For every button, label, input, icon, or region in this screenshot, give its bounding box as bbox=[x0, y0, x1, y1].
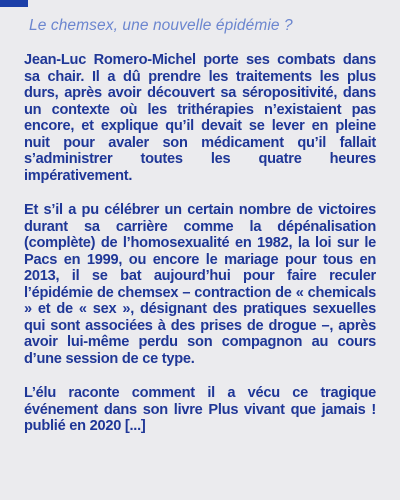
article-paragraph: Et s’il a pu célébrer un certain nombre de victoires durant sa carrière comme la dépénalisation (complète) de l’homosexualité en 1982, la loi sur le Pacs en 1999, ou encore le mariage pour tous en 2013, il se bat aujourd’hui pour faire reculer l’épidémie de chemsex – contraction de « chemicals » et de « sex », désignant des pratiques sexuelles qui sont associées à des prises de drogue –, après avoir lui-même perdu son compagnon au cours d’une session de ce type. bbox=[24, 202, 376, 367]
article-body bbox=[24, 52, 376, 453]
article-paragraph: L’élu raconte comment il a vécu ce tragique événement dans son livre Plus vivant que jamais ! publié en 2020 [...] bbox=[24, 385, 376, 434]
article-paragraph: Jean-Luc Romero-Michel porte ses combats dans sa chair. Il a dû prendre les traitements les plus durs, après avoir découvert sa séropositivité, dans un contexte où les trithérapies n’existaient pas encore, et explique qu’il devait se lever en pleine nuit pour avaler son médicament qu’il fallait s’administrer toutes les quatre heures impérativement. bbox=[24, 52, 376, 184]
article-subtitle: Le chemsex, une nouvelle épidémie ? bbox=[29, 17, 293, 34]
accent-bar bbox=[0, 0, 28, 7]
